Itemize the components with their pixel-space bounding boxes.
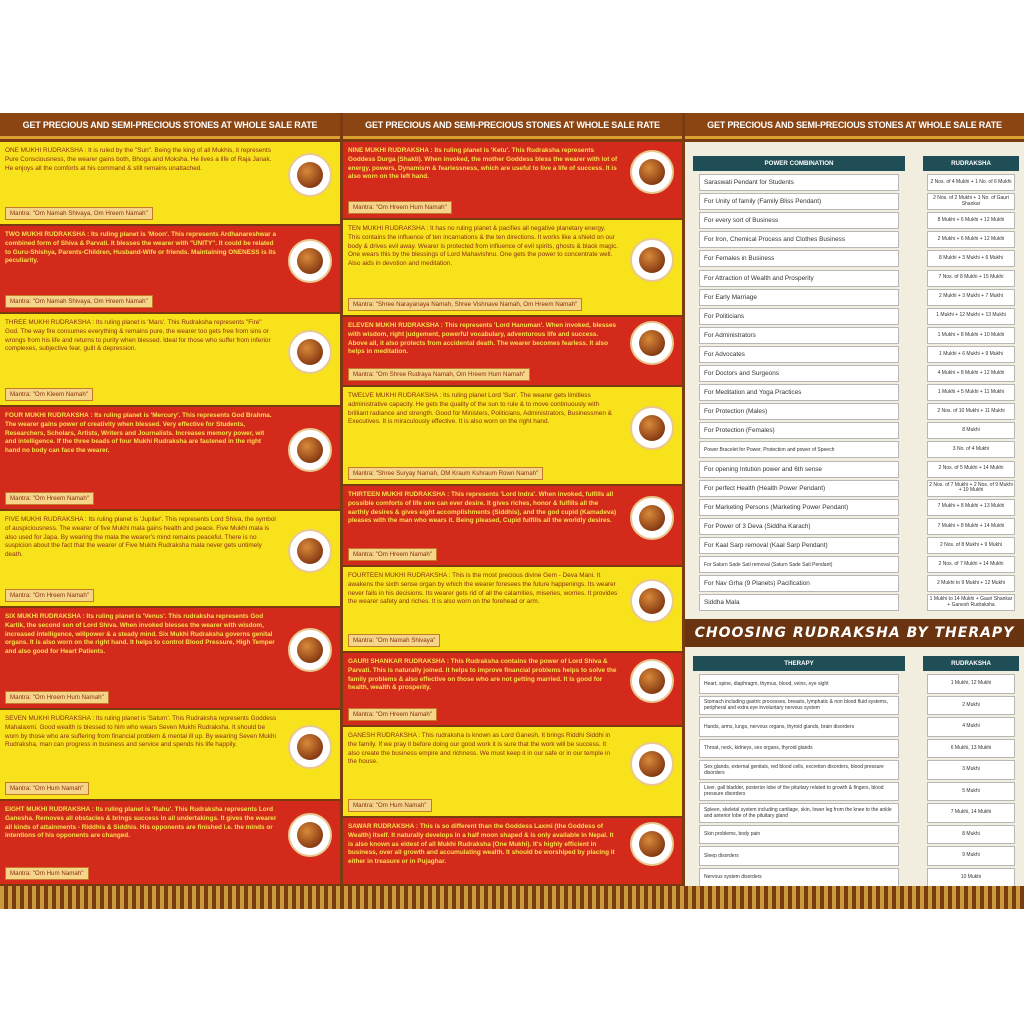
rudraksha-bead-image (630, 742, 674, 786)
mantra-label: Mantra: "Om Hreem Namah" (348, 708, 437, 721)
header-strip-middle: GET PRECIOUS AND SEMI-PRECIOUS STONES AT WHOLE SALE RATE (343, 113, 682, 139)
rudraksha-description: EIGHT MUKHI RUDRAKSHA : Its ruling planet is 'Rahu'. This Rudraksha represents Lord Ganesha. Removes all obstacles & brings success in all undertakings. It gives the wearer all kinds of attainments - Riddhis & Siddhis. His opponents are finished i.e. the minds or intentions of his opponents are changed. (5, 806, 277, 840)
table-row-label: For Saturn Sade Sati removal (Saturn Sade Sati Pendant) (699, 556, 899, 573)
table-row-label: Liver, gall bladder, posterior lobe of the pituitary related to growth & fingers, blood pressure disorders (699, 782, 899, 802)
rudraksha-card (0, 142, 340, 224)
table-row-label: For Power of 3 Deva (Siddha Karach) (699, 518, 899, 535)
table-row-value: 8 Mukhi + 6 Mukhi + 12 Mukhi (927, 212, 1015, 229)
table-header-right: RUDRAKSHA (923, 156, 1019, 171)
table-header-right: RUDRAKSHA (923, 656, 1019, 671)
rudraksha-card (0, 226, 340, 312)
rudraksha-bead-image (288, 428, 332, 472)
rudraksha-card (0, 710, 340, 799)
mantra-label: Mantra: "Om Shree Rudraya Namah, Om Hreem Hum Namah" (348, 368, 530, 381)
table-row-value: 2 Nos. of 5 Mukhi + 14 Mukhi (927, 461, 1015, 478)
rudraksha-poster (0, 113, 1024, 909)
table-row-label: For Unity of family (Family Bliss Pendant) (699, 193, 899, 210)
table-row-label: Saraswati Pendant for Students (699, 174, 899, 191)
table-row-value: 7 Mukhi + 8 Mukhi + 14 Mukhi (927, 518, 1015, 535)
table-row-value: 4 Mukhi + 8 Mukhi + 12 Mukhi (927, 365, 1015, 382)
rudraksha-description: THREE MUKHI RUDRAKSHA : Its ruling planet is 'Mars'. This Rudraksha represents "Fire" God. The way fire consumes everything & remains pure, the wearer too gets free from sins or wrongs from his life and returns to purity when blessed. Ideal for those who suffer from inferior complexes, subjective fear, guilt & depression. (5, 319, 271, 353)
table-row-value: 10 Mukhi (927, 868, 1015, 888)
rudraksha-bead-image (630, 659, 674, 703)
rudraksha-description: THIRTEEN MUKHI RUDRAKSHA : This represents 'Lord Indra'. When invoked, fulfills all possible comforts of life one can ever desire. It gives riches, honor & fulfills all the earthly desires & gives eight accomplishments (Siddhis), and the god cupid (Kamadeva) pleases with the man who wears it. Being pleased, Cupid fulfills all the worldly desires. (348, 491, 617, 525)
table-row-value: 6 Mukhi, 13 Mukhi (927, 739, 1015, 759)
mantra-label: Mantra: "Om Hum Namah" (5, 782, 89, 795)
rudraksha-description: GANESH RUDRAKSHA : This rudraksha is known as Lord Ganesh. It brings Riddhi Siddhi in the family. If we pray it before doing our good work it is sure that the work will be success. It also create the business empire and richness. We must keep it in our safe or in our temple in the house. (348, 732, 611, 766)
rudraksha-description: FOUR MUKHI RUDRAKSHA : Its ruling planet is 'Mercury'. This represents God Brahma. The wearer gains power of creativity when blessed. Very effective for Students, Researchers, Scholars, Artists, Writers and Journalists. Increases memory power, wit and intelligence. If the three beads of four Mukhi Rudraksha are fastened in the right hand no body can face the wearer. (5, 412, 272, 455)
rudraksha-description: FOURTEEN MUKHI RUDRAKSHA : This is the most precious divine Gem - Deva Mani. It awakens the sixth sense organ by which the wearer foresees the future happenings. Its wearer never fails in his decisions. Its wearer gets rid of all the calamities, miseries, worries. It provides the wearer safety and riches. It is also worn on the forehead or arm. (348, 572, 618, 606)
rudraksha-bead-image (288, 725, 332, 769)
table-row-value: 1 Mukhi, 12 Mukhi (927, 674, 1015, 694)
rudraksha-card (343, 567, 682, 651)
table-row-value: 2 Nos. of 4 Mukhi + 1 No. of 6 Mukhi (927, 174, 1015, 191)
mantra-label: Mantra: "Om Namah Shivaya" (348, 634, 440, 647)
table-row-label: Spleen, skeletal system including cartilage, skin, lower leg from the knee to the ankle and anterior lobe of the pituitary gland (699, 803, 899, 823)
table-row-value: 2 Nos. of 2 Mukhi + 1 No. of Gauri Shankar (927, 193, 1015, 210)
table-row-label: For Meditation and Yoga Practices (699, 384, 899, 401)
rudraksha-bead-image (288, 239, 332, 283)
mantra-label: Mantra: "Om Namah Shivaya, Om Hreem Namah" (5, 295, 153, 308)
header-strip-left: GET PRECIOUS AND SEMI-PRECIOUS STONES AT WHOLE SALE RATE (0, 113, 340, 139)
rudraksha-card (343, 142, 682, 218)
table-row-value: 2 Nos. of 7 Mukhi + 14 Mukhi (927, 556, 1015, 573)
table-row-value: 1 Mukhi + 5 Mukhi + 11 Mukhi (927, 384, 1015, 401)
mantra-label: Mantra: "Shree Suryay Namah, OM Kraum Kshraum Rown Namah" (348, 467, 543, 480)
table-row-label: Sex glands, external genitals, red blood cells, excretion disorders, blood pressure disorders (699, 760, 899, 780)
rudraksha-bead-image (288, 628, 332, 672)
rudraksha-bead-image (630, 496, 674, 540)
rudraksha-description: TEN MUKHI RUDRAKSHA : It has no ruling planet & pacifies all negative planetary energy. This contains the influence of ten incarnations & the ten directions. It works like a shield on our body & drives evil away. Wearer is protected from influence of evil spirits, ghosts & black magic. One wears this by the blessings of Lord Mahavishnu. One gets the power to concentrate well. Also aids in devotion and meditation. (348, 225, 619, 268)
rudraksha-card (343, 387, 682, 484)
table-row-value: 7 Mukhi, 14 Mukhi (927, 803, 1015, 823)
table-row-value: 2 Nos. of 8 Mukhi + 9 Mukhi (927, 537, 1015, 554)
mantra-label: Mantra: "Om Hreem Namah" (348, 548, 437, 561)
table-row-label: For Politicians (699, 308, 899, 325)
table-row-value: 2 Nos. of 10 Mukhi + 11 Mukhi (927, 403, 1015, 420)
rudraksha-description: ELEVEN MUKHI RUDRAKSHA : This represents 'Lord Hanuman'. When invoked, blesses with wisdom, right judgement, powerful vocabulary, adventurous life and success. Above all, it also protects from accidental death. The wearer becomes fearless. It also helps in meditation. (348, 322, 617, 356)
table-row-label: Siddha Mala (699, 594, 899, 611)
table-row-value: 3 No. of 4 Mukhi (927, 441, 1015, 458)
table-row-label: For Kaal Sarp removal (Kaal Sarp Pendant) (699, 537, 899, 554)
rudraksha-description: GAURI SHANKAR RUDRAKSHA : This Rudraksha contains the power of Lord Shiva & Parvati. This is naturally joined. It helps to improve financial problems helps to solve the family problems & also effective on those who are not getting married. It is good for health, wealth & prosperity. (348, 658, 617, 692)
table-row-label: For Doctors and Surgeons (699, 365, 899, 382)
table-row-label: Nervous system disorders (699, 868, 899, 888)
table-row-label: For Nav Grha (9 Planets) Pacification (699, 575, 899, 592)
rudraksha-card (0, 511, 340, 606)
table-row-label: For every sort of Business (699, 212, 899, 229)
table-row-label: Hands, arms, lungs, nervous organs, thyroid glands, brain disorders (699, 717, 899, 737)
mantra-label: Mantra: "Shree Narayanaya Namah, Shree Vishnave Namah, Om Hreem Namah" (348, 298, 582, 311)
table-row-value: 7 Mukhi + 8 Mukhi + 13 Mukhi (927, 499, 1015, 516)
rudraksha-bead-image (288, 153, 332, 197)
table-row-value: 1 Mukhi to 14 Mukhi + Gauri Shankar + Ganesh Rudraksha (927, 594, 1015, 611)
table-row-label: For opening Intution power and 6th sense (699, 461, 899, 478)
table-row-label: Throat, neck, kidneys, sex organs, thyroid glands (699, 739, 899, 759)
table-row-value: 5 Mukhi (927, 782, 1015, 802)
table-row-label: For Protection (Males) (699, 403, 899, 420)
rudraksha-card (343, 818, 682, 884)
rudraksha-card (0, 314, 340, 405)
table-row-label: Power Bracelet for Power, Protection and power of Speech (699, 441, 899, 458)
mantra-label: Mantra: "Om Hreem Namah" (5, 492, 94, 505)
table-row-value: 8 Mukhi (927, 825, 1015, 845)
table-row-value: 9 Mukhi (927, 846, 1015, 866)
rudraksha-bead-image (288, 529, 332, 573)
table-row-value: 2 Mukhi + 3 Mukhi + 7 Mukhi (927, 289, 1015, 306)
rudraksha-card (343, 220, 682, 315)
rudraksha-bead-image (630, 150, 674, 194)
mantra-label: Mantra: "Om Kleem Namah" (5, 388, 93, 401)
table-row-label: For perfect Health (Health Power Pendant) (699, 480, 899, 497)
header-strip-right: GET PRECIOUS AND SEMI-PRECIOUS STONES AT WHOLE SALE RATE (685, 113, 1024, 139)
rudraksha-bead-image (288, 330, 332, 374)
tables-panel (685, 142, 1024, 886)
rudraksha-description: TWELVE MUKHI RUDRAKSHA : Its ruling planet Lord 'Sun'. The wearer gets limitless administrative capacity. He gets the quality of the sun to rule & to move continuously with brilliant radiance and strength. Good for Ministers, Politicians, Administrators, Businessmen & Executives. It is miraculously effective. It is also worn on the right hand. (348, 392, 612, 426)
rudraksha-description: SIX MUKHI RUDRAKSHA : Its ruling planet is 'Venus'. This rudraksha represents God Kartik, the second son of Lord Shiva. When invoked blesses the wearer with wisdom, increased intelligence, willpower & a steady mind. Six Mukhi Rudraksha governs genital organs. It is also worn on the right hand. It helps to control Blood Pressure, High Temper and also good for Heart Patients. (5, 613, 275, 656)
rudraksha-card (343, 727, 682, 816)
rudraksha-card (0, 608, 340, 708)
mantra-label: Mantra: "Om Hreem Hum Namah" (5, 691, 109, 704)
table-row-value: 4 Mukhi (927, 717, 1015, 737)
table-row-value: 1 Mukhi + 6 Mukhi + 9 Mukhi (927, 346, 1015, 363)
table-header-left: THERAPY (693, 656, 905, 671)
rudraksha-description: FIVE MUKHI RUDRAKSHA : Its ruling planet is 'Jupiter'. This represents Lord Shiva, the symbol of auspiciousness. The wearer of five Mukhi mala gains health and peace. Five Mukhi mala is also used for Japa. By wearing the mala the wearer's mind remains peaceful. There is no suspicion about the fact that the wearer of Five Mukhi Rudraksha mala never gets untimely death. (5, 516, 276, 559)
table-row-value: 7 Nos. of 8 Mukhi + 15 Mukhi (927, 270, 1015, 287)
table-row-label: For Attraction of Wealth and Prosperity (699, 270, 899, 287)
decorative-border (0, 886, 1024, 909)
table-row-label: For Iron, Chemical Process and Clothes Business (699, 231, 899, 248)
mantra-label: Mantra: "Om Namah Shivaya, Om Hreem Namah" (5, 207, 153, 220)
table-row-value: 2 Mukhi to 9 Mukhi + 12 Mukhi (927, 575, 1015, 592)
table-header-left: POWER COMBINATION (693, 156, 905, 171)
rudraksha-description: SAWAR RUDRAKSHA : This is so different than the Goddess Laxmi (the Goddess of Wealth) itself. It naturally develops in a half moon shaped & is only available in Nepal. It is also known as eldest of all Mukhi Rudraksha (One Mukhi). It's highly efficient in business, over all growth and accumulating wealth. It should be worshiped by placing it either in treasure or in Pujaghar. (348, 823, 615, 866)
table-row-label: For Early Marriage (699, 289, 899, 306)
table-row-value: 3 Mukhi (927, 760, 1015, 780)
mantra-label: Mantra: "Om Hreem Hum Namah" (348, 201, 452, 214)
table-row-value: 2 Mukhi (927, 696, 1015, 716)
rudraksha-bead-image (288, 813, 332, 857)
table-row-value: 1 Mukhi + 12 Mukhi + 13 Mukhi (927, 308, 1015, 325)
rudraksha-card (343, 486, 682, 565)
rudraksha-card (0, 407, 340, 509)
rudraksha-card (0, 801, 340, 884)
rudraksha-description: ONE MUKHI RUDRAKSHA : It is ruled by the "Sun". Being the king of all Mukhis, it represents Pure Consciousness, the wearer gains both, Bhoga and Moksha. He lives a life of Raja Janak. He enjoys all the comforts at his command & still remains unattached. (5, 147, 272, 172)
table-row-label: Skin problems, body pain (699, 825, 899, 845)
table-row-label: Heart, spine, diaphragm, thymus, blood, veins, eye sight (699, 674, 899, 694)
table-row-label: Sleep disorders (699, 846, 899, 866)
table-row-value: 2 Nos. of 7 Mukhi + 2 Nos. of 9 Mukhi + 10 Mukhi (927, 480, 1015, 497)
rudraksha-bead-image (630, 579, 674, 623)
rudraksha-bead-image (630, 238, 674, 282)
table-row-label: For Females in Business (699, 250, 899, 267)
choose-rudraksha-title: CHOOSING RUDRAKSHA BY THERAPY (685, 619, 1024, 647)
table-row-label: For Protection (Females) (699, 422, 899, 439)
rudraksha-description: SEVEN MUKHI RUDRAKSHA : Its ruling planet is 'Saturn'. This Rudraksha represents Goddess Mahalaxmi. Good wealth is blessed to him who wears Seven Mukhi Rudraksha. It should be worn by those who are suffering from financial problem & mental ill up. By wearing Seven Mukhi Rudraksha, man can progress in business and service and spends his life happily. (5, 715, 277, 749)
mantra-label: Mantra: "Om Hreem Namah" (5, 589, 94, 602)
rudraksha-card (343, 653, 682, 725)
rudraksha-description: TWO MUKHI RUDRAKSHA : Its ruling planet is 'Moon'. This represents Ardhanareshwar a combined form of Shiva & Parvati. It blesses the wearer with "UNITY". It could be related to Guru-Shishya, Parents-Children, Husband-Wife or friends. Maintaining ONENESS is its peculiarity. (5, 231, 277, 265)
rudraksha-card (343, 317, 682, 385)
table-row-value: 8 Mukhi + 3 Mukhi + 6 Mukhi (927, 250, 1015, 267)
table-row-value: 2 Mukhi + 6 Mukhi + 12 Mukhi (927, 231, 1015, 248)
table-row-label: For Advocates (699, 346, 899, 363)
rudraksha-bead-image (630, 406, 674, 450)
rudraksha-bead-image (630, 321, 674, 365)
table-row-label: For Administrators (699, 327, 899, 344)
table-row-label: Stomach including gastric processes, breasts, lymphatic & non blood fluid systems, peripheral and extra eye involuntary nervous system (699, 696, 899, 716)
mantra-label: Mantra: "Om Hum Namah" (5, 867, 89, 880)
rudraksha-description: NINE MUKHI RUDRAKSHA : Its ruling planet is 'Ketu'. This Rudraksha represents Goddess Durga (Shakti). When invoked, the mother Goddess bless the wearer with lot of energy, powers, Dynamism & fearlessness, which are useful to live a life of success. It is also worn on the left hand. (348, 147, 618, 181)
table-row-label: For Marketing Persons (Marketing Power Pendant) (699, 499, 899, 516)
mantra-label: Mantra: "Om Hum Namah" (348, 799, 432, 812)
table-row-value: 1 Mukhi + 8 Mukhi + 10 Mukhi (927, 327, 1015, 344)
rudraksha-bead-image (630, 822, 674, 866)
table-row-value: 8 Mukhi (927, 422, 1015, 439)
